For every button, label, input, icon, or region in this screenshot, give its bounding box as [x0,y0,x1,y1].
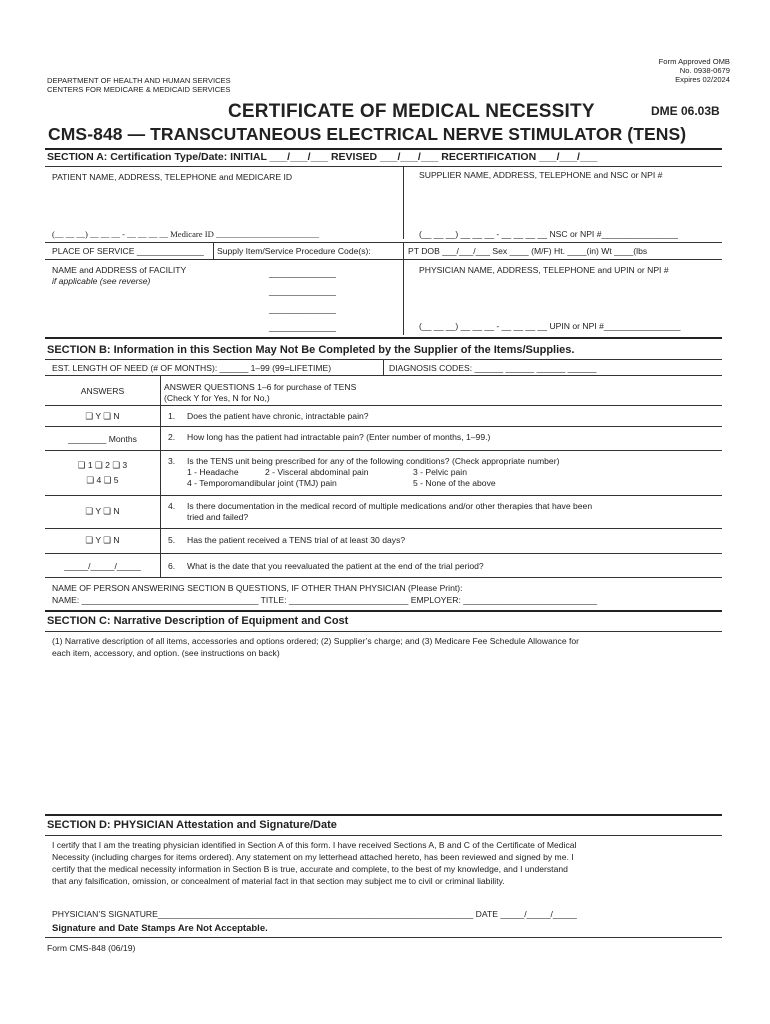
instructions-line-1: ANSWER QUESTIONS 1–6 for purchase of TENS [164,382,357,392]
q6-text: What is the date that you reevaluated the patient at the end of the trial period? [187,561,484,571]
procedure-code-line[interactable]: ______________ [269,304,336,314]
omb-line-2: No. 0938-0679 [679,66,730,75]
supply-codes-label: Supply Item/Service Procedure Code(s): [217,246,371,256]
divider [45,450,722,451]
q2-number: 2. [168,432,176,442]
q1-text: Does the patient have chronic, intractable pain? [187,411,369,421]
omb-line-1: Form Approved OMB [658,57,730,66]
q3-checkboxes-1-3[interactable]: ❑ 1 ❑ 2 ❑ 3 [77,460,128,470]
facility-note: if applicable (see reverse) [52,276,151,286]
section-d-heading: SECTION D: PHYSICIAN Attestation and Signature/Date [47,819,337,831]
q4-text-line-2: tried and failed? [187,512,249,522]
narrative-description-area[interactable] [52,664,717,809]
q4-number: 4. [168,501,176,511]
divider [45,259,722,260]
divider [403,259,404,335]
procedure-code-line[interactable]: ______________ [269,286,336,296]
section-a-heading: SECTION A: Certification Type/Date: INITIAL ___/___/___ REVISED ___/___/___ RECERTIFICATION ___/___/___ [47,151,598,163]
q4-yes-no-checkboxes[interactable]: ❑ Y ❑ N [85,506,120,516]
q2-months-field[interactable]: ________ Months [68,434,137,444]
est-length-of-need[interactable]: EST. LENGTH OF NEED (# OF MONTHS): ______ 1–99 (99=LIFETIME) [52,363,332,373]
attestation-line-4: that any falsification, omission, or concealment of material fact in that section may subject me to civil or criminal liability. [52,876,505,886]
physician-label: PHYSICIAN NAME, ADDRESS, TELEPHONE and UPIN or NPI # [419,265,669,275]
divider [45,814,722,816]
attestation-line-1: I certify that I am the treating physician identified in Section A of this form. I have received Sections A, B and C of the Certificate of Medical [52,840,577,850]
divider [403,166,404,239]
divider [213,242,214,259]
attestation-line-3: certify that the medical necessity information in Section B is true, accurate and complete, to the best of my knowledge, and I understand [52,864,568,874]
divider [383,359,384,375]
divider [45,242,722,243]
q1-yes-no-checkboxes[interactable]: ❑ Y ❑ N [85,411,120,421]
attestation-line-2: Necessity (including charges for items ordered). Any statement on my letterhead attached hereto, has been reviewed and signed by me. I [52,852,574,862]
divider [45,577,722,578]
answers-label: ANSWERS [80,386,125,396]
q3-option-1: 1 - Headache [187,467,239,477]
form-title: CERTIFICATE OF MEDICAL NECESSITY [228,101,595,122]
divider [45,495,722,496]
respondent-name-label: NAME OF PERSON ANSWERING SECTION B QUESTIONS, IF OTHER THAN PHYSICIAN (Please Print): [52,583,463,593]
divider [45,528,722,529]
q3-text: Is the TENS unit being prescribed for any of the following conditions? (Check appropriate number) [187,456,560,466]
q5-number: 5. [168,535,176,545]
respondent-name-title-employer[interactable]: NAME: _____________________________________ TITLE: _________________________ EMPLOYER: ____________________________ [52,595,598,605]
divider [45,375,722,376]
divider [45,426,722,427]
instructions-line-2: (Check Y for Yes, N for No,) [164,393,270,403]
divider [45,166,722,167]
q3-option-3: 3 - Pelvic pain [413,467,467,477]
section-c-heading: SECTION C: Narrative Description of Equipment and Cost [47,615,349,627]
physician-phone-upin[interactable]: (__ __ __) __ __ __ - __ __ __ __ UPIN or NPI #________________ [419,321,681,331]
department-line-1: DEPARTMENT OF HEALTH AND HUMAN SERVICES [47,76,231,85]
dme-number: DME 06.03B [651,104,720,118]
q3-number: 3. [168,456,176,466]
procedure-code-line[interactable]: ______________ [269,268,336,278]
supplier-label: SUPPLIER NAME, ADDRESS, TELEPHONE and NSC or NPI # [419,170,663,180]
divider [45,553,722,554]
q3-option-2: 2 - Visceral abdominal pain [265,467,369,477]
patient-dob-sex-ht-wt[interactable]: PT DOB ___/___/___ Sex ____ (M/F) Ht. ____(in) Wt ____(lbs [408,246,648,256]
form-subtitle: CMS-848 — TRANSCUTANEOUS ELECTRICAL NERVE STIMULATOR (TENS) [48,124,687,144]
stamps-not-acceptable: Signature and Date Stamps Are Not Acceptable. [52,923,268,934]
section-c-instructions-line-1: (1) Narrative description of all items, accessories and options ordered; (2) Supplier’s charge; and (3) Medicare Fee Schedule Allowance for [52,636,580,646]
section-b-heading: SECTION B: Information in this Section May Not Be Completed by the Supplier of the Items/Supplies. [47,344,575,356]
section-c-instructions-line-2: each item, accessory, and option. (see instructions on back) [52,648,280,658]
department-line-2: CENTERS FOR MEDICARE & MEDICAID SERVICES [47,85,231,94]
q4-text-line-1: Is there documentation in the medical record of multiple medications and/or other therapies that have been [187,501,593,511]
divider [45,835,722,836]
divider [45,610,722,612]
q2-text: How long has the patient had intractable pain? (Enter number of months, 1–99.) [187,432,491,442]
q6-number: 6. [168,561,176,571]
supplier-phone-nsc[interactable]: (__ __ __) __ __ __ - __ __ __ __ NSC or NPI #________________ [419,229,678,239]
q3-option-4: 4 - Temporomandibular joint (TMJ) pain [187,478,337,488]
omb-approval [560,57,730,84]
form-id: Form CMS-848 (06/19) [47,943,136,953]
place-of-service[interactable]: PLACE OF SERVICE ______________ [52,246,204,256]
divider [403,242,404,259]
q6-date-field[interactable]: _____/_____/_____ [64,561,141,571]
omb-line-3: Expires 02/2024 [675,75,730,84]
divider [45,405,722,406]
diagnosis-codes[interactable]: DIAGNOSIS CODES: ______ ______ ______ ______ [389,363,597,373]
divider [45,337,722,339]
facility-label: NAME and ADDRESS of FACILITY [52,265,187,275]
q3-checkboxes-4-5[interactable]: ❑ 4 ❑ 5 [86,475,119,485]
patient-phone-medicare-id[interactable]: (__ __ __) __ __ __ - __ __ __ __ Medicare ID ________________________ [52,229,320,239]
q5-yes-no-checkboxes[interactable]: ❑ Y ❑ N [85,535,120,545]
q5-text: Has the patient received a TENS trial of at least 30 days? [187,535,406,545]
patient-label: PATIENT NAME, ADDRESS, TELEPHONE and MEDICARE ID [52,172,293,182]
divider [45,631,722,632]
q3-option-5: 5 - None of the above [413,478,496,488]
procedure-code-line[interactable]: ______________ [269,322,336,332]
physician-signature-date-field[interactable]: PHYSICIAN’S SIGNATURE__________________________________________________________________ DATE _____/_____/_____ [52,909,577,919]
department-block [47,76,231,94]
q1-number: 1. [168,411,176,421]
divider [45,937,722,938]
divider [45,148,722,150]
